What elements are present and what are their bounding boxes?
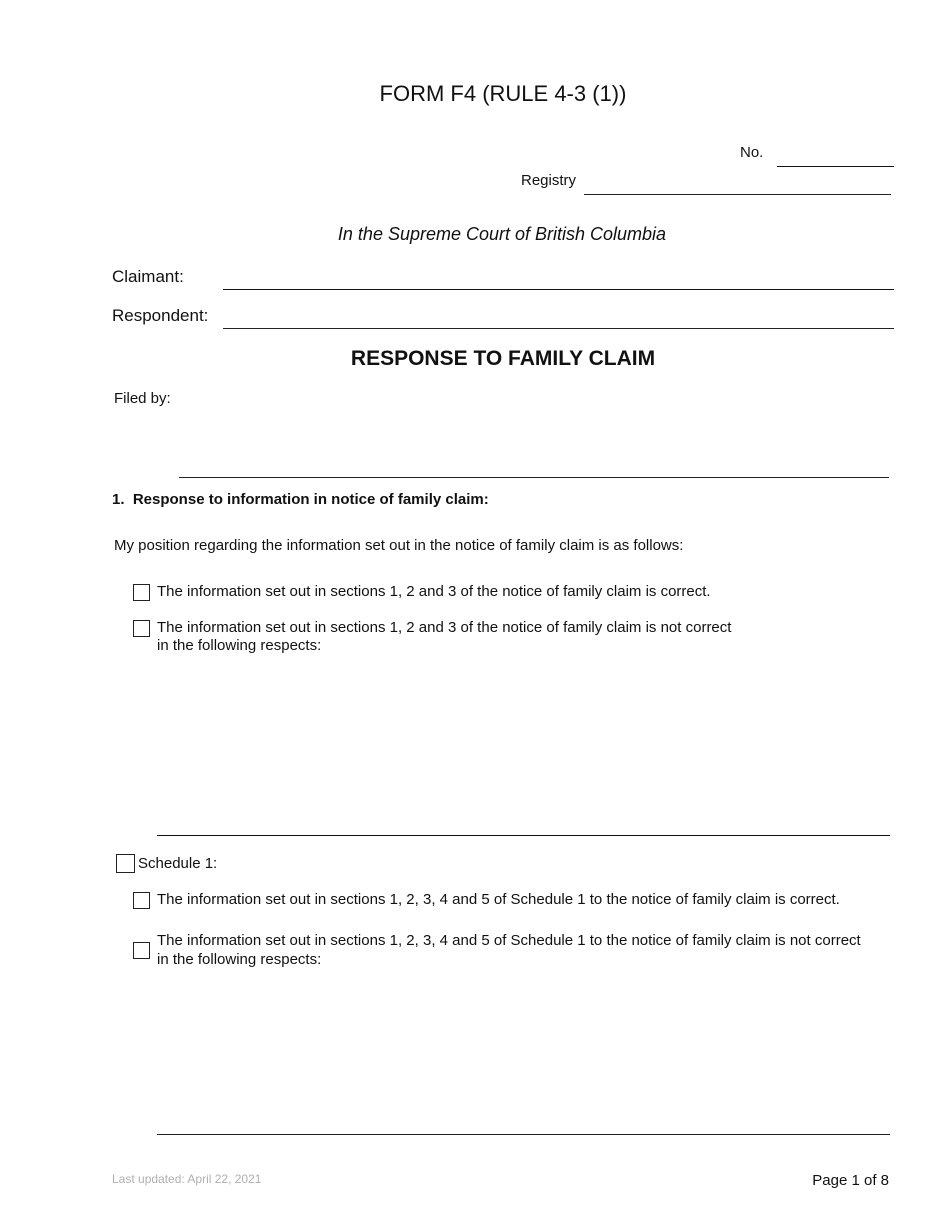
filed-by-field[interactable] <box>179 477 889 478</box>
court-name: In the Supreme Court of British Columbia <box>337 224 667 244</box>
document-title: RESPONSE TO FAMILY CLAIM <box>350 347 656 370</box>
section-1-heading: 1. Response to information in notice of family claim: <box>112 491 489 508</box>
schedule-1-response-area[interactable] <box>157 975 890 1134</box>
section-1-response-line <box>157 835 890 836</box>
schedule-1-not-correct-checkbox[interactable] <box>133 942 150 959</box>
registry-label: Registry <box>521 172 577 189</box>
section-1-intro: My position regarding the information set out in the notice of family claim is as follows: <box>114 537 684 554</box>
filed-by-label: Filed by: <box>114 390 171 407</box>
section-1-correct-checkbox[interactable] <box>133 584 150 601</box>
respondent-field[interactable] <box>223 328 894 329</box>
section-1-correct-label: The information set out in sections 1, 2 and 3 of the notice of family claim is correct. <box>157 583 711 600</box>
schedule-1-response-line <box>157 1134 890 1135</box>
file-number-label: No. <box>740 144 764 161</box>
section-1-not-correct-label-line1: The information set out in sections 1, 2 and 3 of the notice of family claim is not correct <box>157 619 732 636</box>
schedule-1-not-correct-label-line1: The information set out in sections 1, 2, 3, 4 and 5 of Schedule 1 to the notice of family claim is not correct <box>157 932 861 949</box>
registry-field[interactable] <box>584 194 891 195</box>
claimant-label: Claimant: <box>112 267 184 286</box>
file-number-field[interactable] <box>777 166 894 167</box>
section-1-not-correct-checkbox[interactable] <box>133 620 150 637</box>
schedule-1-checkbox[interactable] <box>116 854 135 873</box>
respondent-label: Respondent: <box>112 306 209 325</box>
claimant-field[interactable] <box>223 289 894 290</box>
last-updated: Last updated: April 22, 2021 <box>112 1172 262 1186</box>
schedule-1-correct-checkbox[interactable] <box>133 892 150 909</box>
section-1-response-area[interactable] <box>157 660 890 835</box>
schedule-1-label: Schedule 1: <box>138 855 218 872</box>
section-1-not-correct-label-line2: in the following respects: <box>157 637 322 654</box>
page-number: Page 1 of 8 <box>812 1172 889 1189</box>
schedule-1-not-correct-label-line2: in the following respects: <box>157 951 322 968</box>
schedule-1-correct-label: The information set out in sections 1, 2, 3, 4 and 5 of Schedule 1 to the notice of family claim is correct. <box>157 891 840 908</box>
form-title: FORM F4 (RULE 4-3 (1)) <box>379 81 627 106</box>
